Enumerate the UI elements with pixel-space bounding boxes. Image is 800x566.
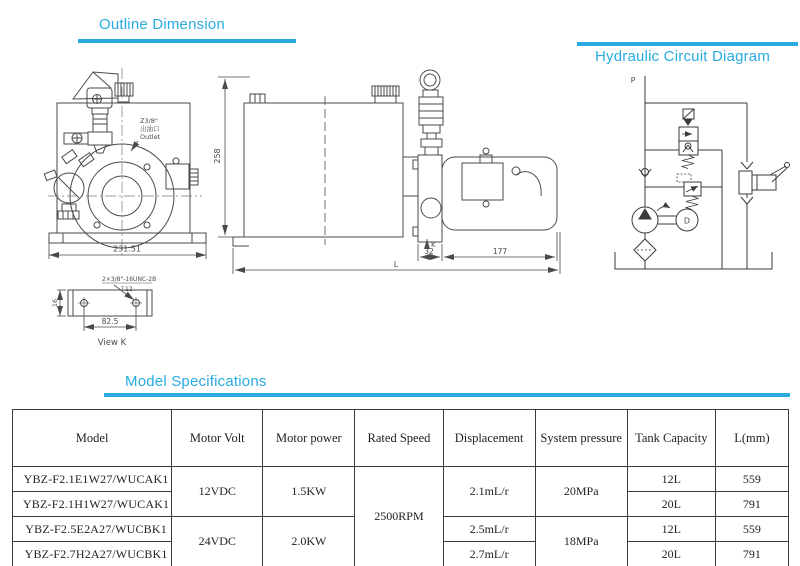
bolt-icon	[144, 222, 150, 228]
spring-icon	[686, 196, 698, 210]
hydraulic-circuit-diagram	[600, 70, 800, 285]
cell-model: YBZ-F2.5E2A27/WUCBK1	[13, 517, 172, 542]
header-rated-speed: Rated Speed	[355, 410, 443, 467]
circuit-title-overline	[577, 42, 798, 46]
table-row	[13, 467, 789, 492]
side-height-dim: 258	[213, 148, 222, 164]
terminal	[512, 167, 520, 175]
cell-volt: 12VDC	[172, 467, 263, 517]
cell-pressure: 20MPa	[535, 467, 627, 517]
bolt-icon	[94, 222, 100, 228]
header-motor-volt: Motor Volt	[172, 410, 263, 467]
cell-displacement: 2.5mL/r	[443, 517, 535, 542]
cell-model: YBZ-F2.1E1W27/WUCAK1	[13, 467, 172, 492]
oil-tank	[244, 103, 403, 237]
viewk-mount-note: 2×3/8"-16UNC-2B	[102, 276, 157, 283]
outline-dimension-drawing	[20, 55, 585, 365]
motor-letter-label: D	[683, 216, 691, 226]
header-displacement: Displacement	[443, 410, 535, 467]
viewk-hole-spacing-dim: 82.5	[101, 317, 119, 326]
cell-power: 2.0KW	[263, 517, 355, 566]
suction-filter-icon	[634, 233, 656, 269]
side-view-drawing	[218, 70, 560, 274]
cell-tank: 12L	[627, 517, 715, 542]
cell-model: YBZ-F2.1H1W27/WUCAK1	[13, 492, 172, 517]
outlet-en-label: Outlet	[140, 133, 161, 141]
pump-section-dim: 32	[424, 247, 434, 256]
cell-pressure: 18MPa	[535, 517, 627, 566]
motor-cable	[516, 172, 541, 196]
outline-title-underline	[78, 39, 296, 43]
cell-length: 559	[715, 517, 788, 542]
table-header-row	[13, 410, 789, 467]
outlet-cn-label: 出油口	[140, 125, 160, 133]
rotation-arrow-icon	[657, 207, 670, 211]
header-tank-capacity: Tank Capacity	[627, 410, 715, 467]
solenoid-valve-icon	[679, 109, 698, 169]
outlet-thread-label: Z3/8"	[140, 117, 158, 125]
start-solenoid	[462, 163, 503, 200]
bolt-icon	[173, 158, 179, 164]
cell-length: 559	[715, 467, 788, 492]
filler-cap	[372, 86, 399, 96]
model-specifications-title: Model Specifications	[125, 373, 267, 390]
length-dim: L	[393, 260, 399, 269]
outline-dimension-title: Outline Dimension	[99, 16, 225, 33]
gear-pump-icon	[632, 207, 658, 233]
cell-length: 791	[715, 542, 788, 566]
header-length: L(mm)	[715, 410, 788, 467]
spring-icon	[682, 155, 694, 169]
header-system-pressure: System pressure	[535, 410, 627, 467]
model-spec-table	[12, 409, 789, 566]
front-width-dim: 231.51	[113, 244, 141, 254]
cell-tank: 12L	[627, 467, 715, 492]
hand-pump-icon	[739, 162, 790, 269]
specs-title-underline	[104, 393, 790, 397]
cell-length: 791	[715, 492, 788, 517]
motor-section-dim: 177	[492, 247, 508, 256]
header-model: Model	[13, 410, 172, 467]
bolt-icon	[144, 164, 150, 170]
viewk-depth-note: ↧12	[120, 286, 133, 293]
front-view-drawing	[44, 68, 206, 259]
cell-model: YBZ-F2.7H2A27/WUCBK1	[13, 542, 172, 566]
relief-valve-icon	[677, 174, 701, 210]
cell-displacement: 2.1mL/r	[443, 467, 535, 517]
pressure-port-label: P	[630, 76, 636, 85]
hydraulic-circuit-title: Hydraulic Circuit Diagram	[595, 48, 771, 65]
cell-power: 1.5KW	[263, 467, 355, 517]
view-direction-label: K	[431, 241, 436, 249]
view-k-caption: View K	[97, 338, 127, 348]
cell-tank: 20L	[627, 542, 715, 566]
viewk-height-dim: 16	[51, 298, 59, 308]
dc-motor	[442, 157, 557, 230]
header-motor-power: Motor power	[263, 410, 355, 467]
cell-tank: 20L	[627, 492, 715, 517]
hand-pump-handle	[419, 70, 443, 155]
cell-volt: 24VDC	[172, 517, 263, 566]
cell-displacement: 2.7mL/r	[443, 542, 535, 566]
cell-rated-speed: 2500RPM	[355, 467, 443, 566]
